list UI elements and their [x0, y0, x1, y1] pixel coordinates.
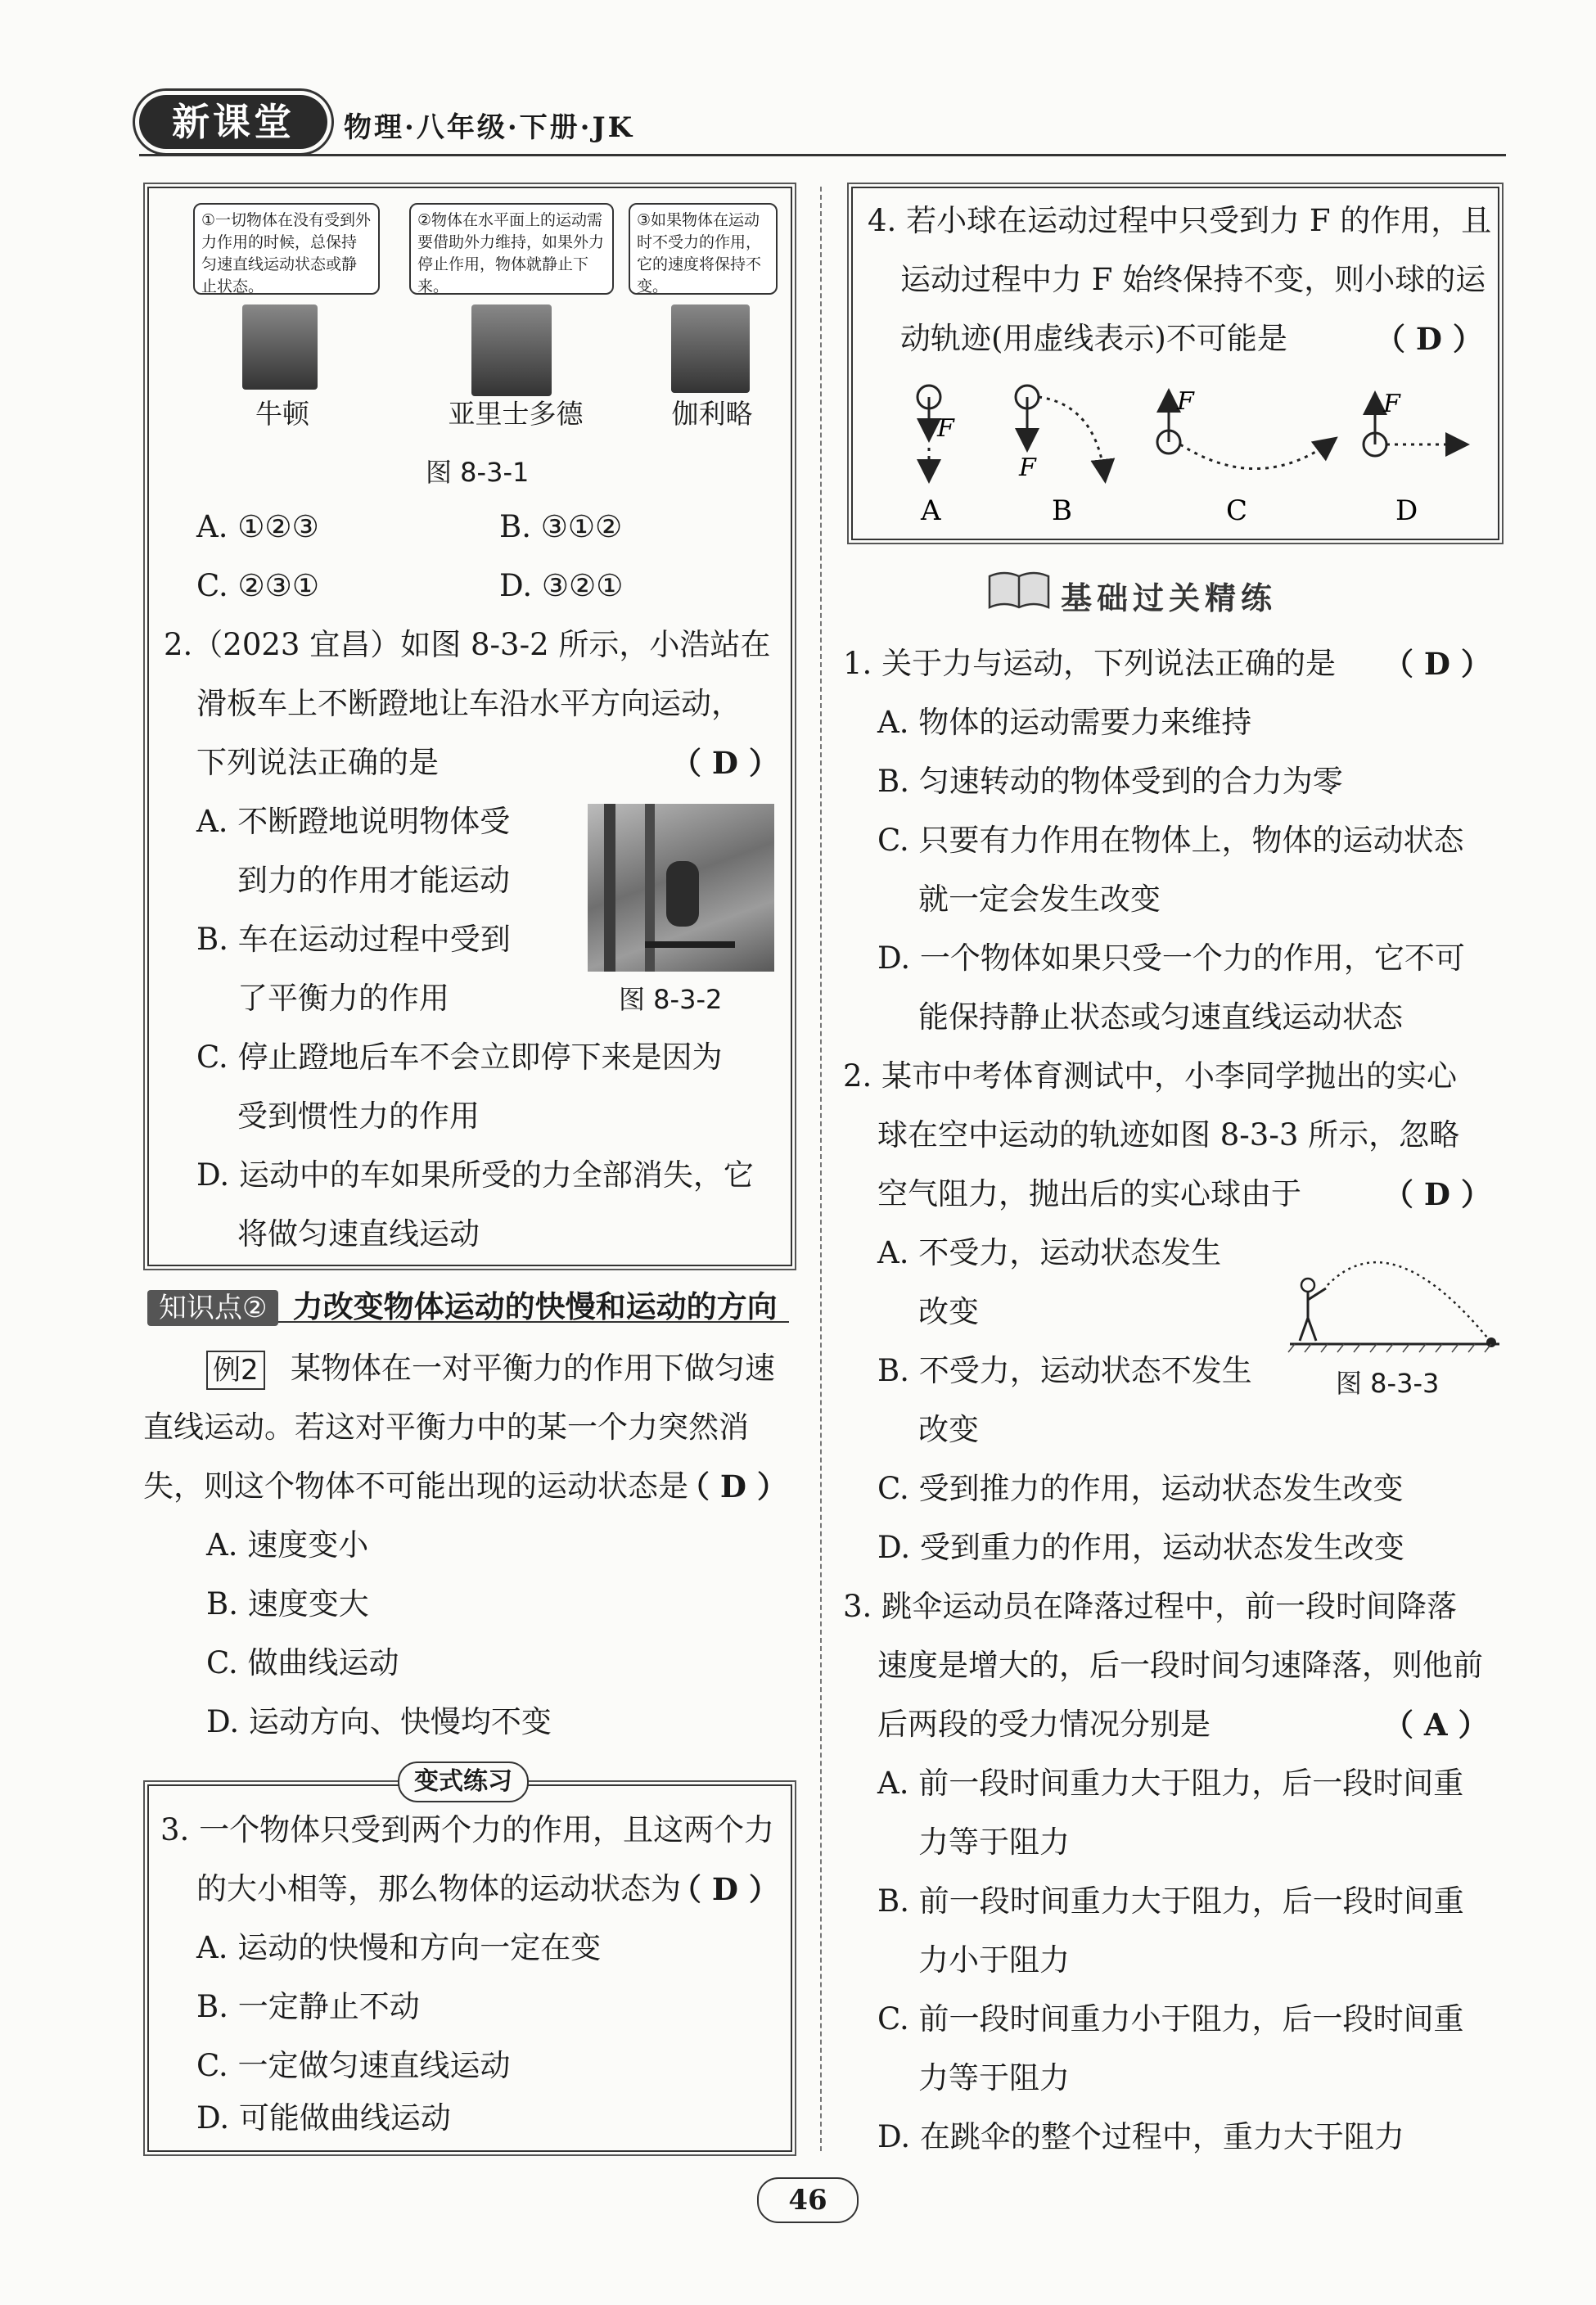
example-2-option-b: B. 速度变大: [206, 1586, 369, 1622]
example-2-option-c: C. 做曲线运动: [206, 1645, 399, 1680]
knowledge-point-title: 力改变物体运动的快慢和运动的方向: [292, 1289, 778, 1324]
knowledge-point-heading: [147, 1282, 789, 1323]
basic-q3-option-a-cont: 力等于阻力: [918, 1825, 1070, 1860]
book-icon: [986, 565, 1052, 614]
force-label-b: F: [1019, 453, 1036, 482]
basic-q1-option-b: B. 匀速转动的物体受到的合力为零: [877, 764, 1343, 799]
basic-q2-option-b-cont: 改变: [918, 1412, 979, 1447]
basic-q1-option-a: A. 物体的运动需要力来维持: [877, 705, 1252, 740]
shot-put-trajectory-figure: [1285, 1228, 1506, 1359]
q4-stem-line: 4. 若小球在运动过程中只受到力 F 的作用，且: [868, 203, 1492, 238]
basic-q3-stem-line: 3. 跳伞运动员在降落过程中，前一段时间降落: [843, 1589, 1458, 1624]
choice-b-diagram: [1016, 386, 1105, 527]
example-2-line: 某物体在一对平衡力的作用下做匀速: [291, 1351, 775, 1386]
choice-label-d: D: [1395, 494, 1418, 527]
variant-q3-stem-line: 3. 一个物体只受到两个力的作用，且这两个力: [160, 1812, 775, 1847]
q4-stem-line: 动轨迹(用虚线表示)不可能是: [900, 321, 1287, 356]
q2-option-b-cont: 了平衡力的作用: [237, 981, 449, 1016]
quote-bubble-aristotle: ②物体在水平面上的运动需要借助外力维持，如果外力停止作用，物体就静止下来。: [409, 203, 614, 295]
variant-q3-option-c: C. 一定做匀速直线运动: [196, 2048, 511, 2083]
column-divider: [820, 187, 822, 2151]
variant-q3-option-a: A. 运动的快慢和方向一定在变: [196, 1930, 602, 1965]
variant-q3-answer: （ D ）: [671, 1871, 779, 1907]
example-2-line: 直线运动。若这对平衡力中的某一个力突然消: [143, 1410, 749, 1445]
basic-q3-stem-line: 速度是增大的，后一段时间匀速降落，则他前: [877, 1648, 1483, 1683]
quote-bubble-newton: ①一切物体在没有受到外力作用的时候，总保持匀速直线运动状态或静止状态。: [193, 203, 380, 295]
basic-q3-answer: （ A ）: [1383, 1707, 1489, 1743]
basic-q2-option-a-cont: 改变: [918, 1294, 979, 1329]
q1-option-d: D. ③②①: [499, 568, 624, 603]
basic-q2-answer: （ D ）: [1383, 1176, 1491, 1212]
q2-option-c: C. 停止蹬地后车不会立即停下来是因为: [196, 1040, 723, 1075]
basic-q2-option-b: B. 不受力，运动状态不发生: [877, 1353, 1252, 1388]
aristotle-portrait: [471, 304, 552, 396]
q2-option-d: D. 运动中的车如果所受的力全部消失，它: [196, 1157, 754, 1193]
example-2-line: 失，则这个物体不可能出现的运动状态是: [143, 1468, 688, 1504]
basic-q3-option-d: D. 在跳伞的整个过程中，重力大于阻力: [877, 2119, 1404, 2154]
basic-q1-option-d: D. 一个物体如果只受一个力的作用，它不可: [877, 940, 1465, 976]
basic-q3-option-b: B. 前一段时间重力大于阻力，后一段时间重: [877, 1883, 1464, 1919]
basic-q2-stem-line: 球在空中运动的轨迹如图 8-3-3 所示，忽略: [877, 1117, 1460, 1152]
basic-q2-option-c: C. 受到推力的作用，运动状态发生改变: [877, 1471, 1404, 1506]
galileo-portrait: [671, 304, 750, 393]
basic-q2-option-a: A. 不受力，运动状态发生: [877, 1235, 1222, 1270]
name-galileo: 伽利略: [671, 398, 753, 430]
q2-option-a-cont: 到力的作用才能运动: [237, 863, 510, 898]
force-label-a: F: [937, 414, 954, 443]
force-label-d: F: [1383, 390, 1400, 418]
q2-stem-line: 2.（2023 宜昌）如图 8-3-2 所示，小浩站在: [164, 627, 771, 662]
q4-stem-line: 运动过程中力 F 始终保持不变，则小球的运: [900, 262, 1486, 297]
basic-q1-option-c-cont: 就一定会发生改变: [918, 882, 1161, 917]
choice-d-diagram: [1364, 390, 1465, 527]
newton-portrait: [242, 304, 318, 390]
quote-bubble-galileo: ③如果物体在运动时不受力的作用，它的速度将保持不变。: [629, 203, 778, 295]
page-header: [139, 88, 1506, 154]
basic-q3-stem-line: 后两段的受力情况分别是: [877, 1707, 1211, 1742]
basic-q2-stem-line: 空气阻力，抛出后的实心球由于: [877, 1176, 1301, 1211]
example-2-answer: （ D ）: [679, 1468, 787, 1504]
photo-tree-trunk: [604, 804, 615, 972]
photo-child: [666, 861, 699, 927]
figure-caption-8-3-1: 图 8-3-1: [426, 457, 530, 488]
basic-q3-option-c-cont: 力等于阻力: [918, 2060, 1070, 2095]
choice-label-c: C: [1226, 494, 1248, 527]
q1-option-c: C. ②③①: [196, 568, 320, 603]
choice-label-a: A: [921, 494, 941, 527]
header-divider: [139, 154, 1506, 156]
q1-option-b: B. ③①②: [499, 509, 623, 544]
figure-caption-8-3-2: 图 8-3-2: [619, 984, 723, 1015]
basic-q3-option-c: C. 前一段时间重力小于阻力，后一段时间重: [877, 2001, 1464, 2037]
q2-option-b: B. 车在运动过程中受到: [196, 922, 511, 957]
q2-answer: （ D ）: [671, 745, 779, 781]
basic-practice-title: 基础过关精练: [1061, 580, 1278, 616]
basic-q3-option-b-cont: 力小于阻力: [918, 1942, 1070, 1978]
thrower-head: [1301, 1279, 1314, 1292]
choice-label-b: B: [1052, 494, 1072, 527]
force-label-c: F: [1177, 387, 1194, 416]
q1-option-a: A. ①②③: [196, 509, 319, 544]
page-number: 46: [757, 2177, 859, 2223]
q4-trajectory-diagram: [851, 372, 1496, 536]
variant-q3-stem-line: 的大小相等，那么物体的运动状态为: [196, 1871, 681, 1906]
figure-caption-8-3-3: 图 8-3-3: [1336, 1368, 1440, 1399]
choice-c-diagram: [1157, 387, 1334, 527]
q2-stem-line: 下列说法正确的是: [196, 745, 439, 780]
variant-q3-option-d: D. 可能做曲线运动: [196, 2100, 451, 2136]
q4-answer: （ D ）: [1375, 321, 1483, 357]
q2-option-a: A. 不断蹬地说明物体受: [196, 804, 511, 839]
q2-option-d-cont: 将做匀速直线运动: [237, 1216, 480, 1252]
q2-option-c-cont: 受到惯性力的作用: [237, 1098, 480, 1134]
basic-q3-option-a: A. 前一段时间重力大于阻力，后一段时间重: [877, 1766, 1464, 1801]
shot-ball: [1486, 1337, 1496, 1347]
example-2-option-a: A. 速度变小: [206, 1527, 369, 1563]
scooter-photo: [588, 804, 774, 972]
q2-stem-line: 滑板车上不断蹬地让车沿水平方向运动，: [196, 686, 742, 721]
basic-q2-stem-line: 2. 某市中考体育测试中，小李同学抛出的实心: [843, 1058, 1458, 1094]
knowledge-point-badge: 知识点②: [147, 1290, 278, 1326]
book-subtitle: 物理·八年级·下册·JK: [344, 111, 635, 144]
basic-q2-option-d: D. 受到重力的作用，运动状态发生改变: [877, 1530, 1404, 1565]
variant-q3-option-b: B. 一定静止不动: [196, 1989, 420, 2024]
basic-q1-answer: （ D ）: [1383, 646, 1491, 682]
choice-a-diagram: [917, 386, 955, 527]
example-2-option-d: D. 运动方向、快慢均不变: [206, 1704, 552, 1739]
name-aristotle: 亚里士多德: [448, 398, 584, 430]
trajectory-path: [1328, 1262, 1491, 1342]
publisher-logo: 新课堂: [139, 95, 327, 149]
basic-q1-option-c: C. 只要有力作用在物体上，物体的运动状态: [877, 823, 1464, 858]
photo-scooter-deck: [645, 941, 735, 948]
name-newton: 牛顿: [255, 398, 309, 430]
basic-q1-stem: 1. 关于力与运动，下列说法正确的是: [843, 646, 1337, 681]
basic-q1-option-d-cont: 能保持静止状态或匀速直线运动状态: [918, 999, 1403, 1035]
example-2-badge: 例2: [206, 1351, 265, 1390]
variant-practice-title: 变式练习: [398, 1761, 529, 1802]
